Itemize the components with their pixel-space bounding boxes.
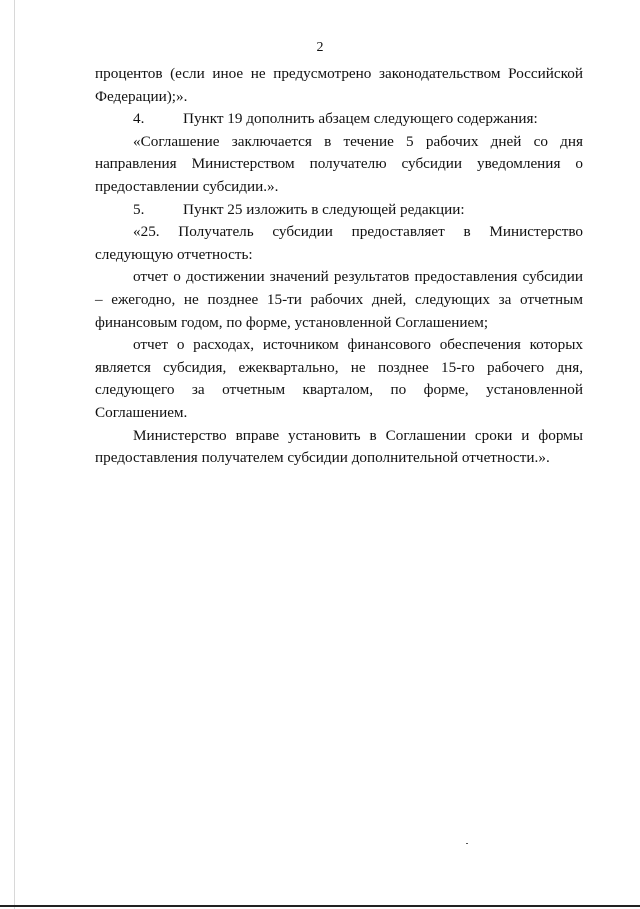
paragraph-expenses-report: отчет о расходах, источником финансового обеспечения которых является субсидия, ежеквартально, не позднее 15-го рабочего дня, следующего за отчетным кварталом, по форме, установленной Соглашением. <box>95 336 583 421</box>
scan-bottom-edge <box>0 905 640 907</box>
document-body <box>95 63 583 470</box>
scan-left-edge <box>14 0 15 909</box>
list-item-5 <box>95 199 583 222</box>
paragraph-results-report: отчет о достижении значений результатов предоставления субсидии – ежегодно, не позднее 15-ти рабочих дней, следующих за отчетным финансовым годом, по форме, установленной Соглашением; <box>95 268 583 331</box>
paragraph-continuation: процентов (если иное не предусмотрено законодательством Российской Федерации);». <box>95 65 583 105</box>
list-item-number: 5. <box>133 200 145 218</box>
page-number: 2 <box>316 40 324 55</box>
quoted-paragraph-reporting: «25. Получатель субсидии предоставляет в Министерство следующую отчетность: <box>95 223 583 263</box>
list-item-text: Пункт 25 изложить в следующей редакции: <box>183 200 465 218</box>
list-item-4 <box>95 108 583 131</box>
paragraph-additional-reporting: Министерство вправе установить в Соглашении сроки и формы предоставления получателем субсидии дополнительной отчетности.». <box>95 426 583 467</box>
list-item-text: Пункт 19 дополнить абзацем следующего содержания: <box>183 110 538 128</box>
quoted-paragraph-agreement: «Соглашение заключается в течение 5 рабочих дней со дня направления Министерством получателю субсидии уведомления о предоставлении субсидии.». <box>95 132 583 195</box>
list-item-number: 4. <box>133 110 145 128</box>
scan-speck <box>466 843 468 844</box>
